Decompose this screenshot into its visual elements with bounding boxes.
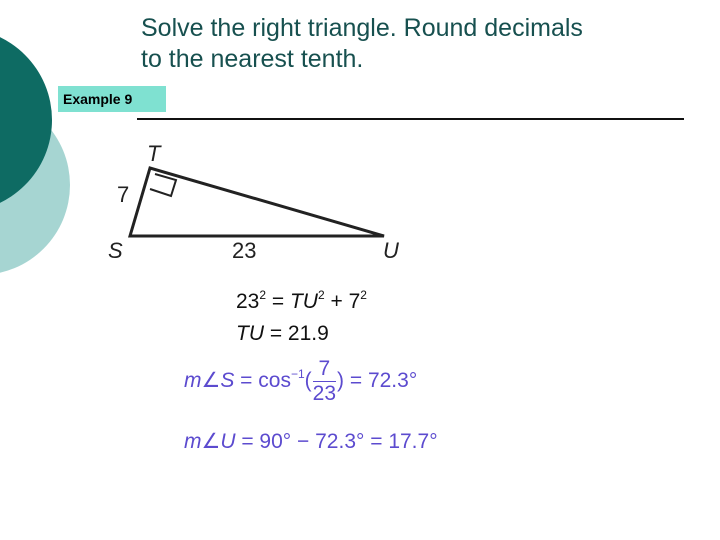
eq3-denominator: 23 — [312, 382, 337, 405]
eq1-exp-a: 2 — [259, 288, 267, 302]
eq4-vertex: U — [220, 430, 236, 453]
title-line-2: to the nearest tenth. — [141, 45, 364, 73]
eq1-equals: = — [266, 290, 290, 313]
eq1-exp-b: 2 — [317, 288, 325, 302]
eq3-vertex: S — [220, 369, 235, 393]
eq3-fraction — [313, 357, 336, 406]
eq4-result: = 90° − 72.3° = 17.7° — [235, 430, 438, 453]
equation-angle-s — [184, 357, 417, 406]
eq2-lhs: TU — [236, 322, 264, 345]
eq1-term-a: 23 — [236, 290, 260, 313]
eq3-inverse: −1 — [290, 367, 305, 382]
right-angle-marker — [150, 174, 176, 196]
vertex-s-label: S — [108, 238, 123, 263]
eq3-open-paren: ( — [304, 369, 312, 393]
eq4-angle-symbol: ∠ — [201, 430, 221, 453]
eq3-numerator: 7 — [313, 357, 336, 382]
eq1-exp-c: 2 — [360, 288, 367, 302]
eq4-m: m — [184, 430, 202, 453]
vertex-u-label: U — [383, 238, 399, 263]
eq3-m: m — [184, 369, 202, 393]
example-badge: Example 9 — [58, 86, 166, 112]
title-line-1: Solve the right triangle. Round decimals — [141, 14, 583, 42]
eq2-rhs: = 21.9 — [264, 322, 329, 345]
eq3-angle-symbol: ∠ — [201, 369, 221, 393]
equation-pythagorean — [236, 288, 367, 314]
eq1-term-b: TU — [289, 290, 318, 313]
side-ts-label: 7 — [117, 182, 130, 207]
side-su-label: 23 — [232, 238, 257, 263]
eq3-cos: = cos — [234, 369, 291, 393]
vertex-t-label: T — [147, 141, 161, 166]
equation-angle-u — [184, 429, 438, 454]
eq3-result: ) = 72.3° — [337, 369, 418, 393]
equation-tu-result — [236, 322, 329, 346]
eq1-plus-c: + 7 — [324, 290, 361, 313]
